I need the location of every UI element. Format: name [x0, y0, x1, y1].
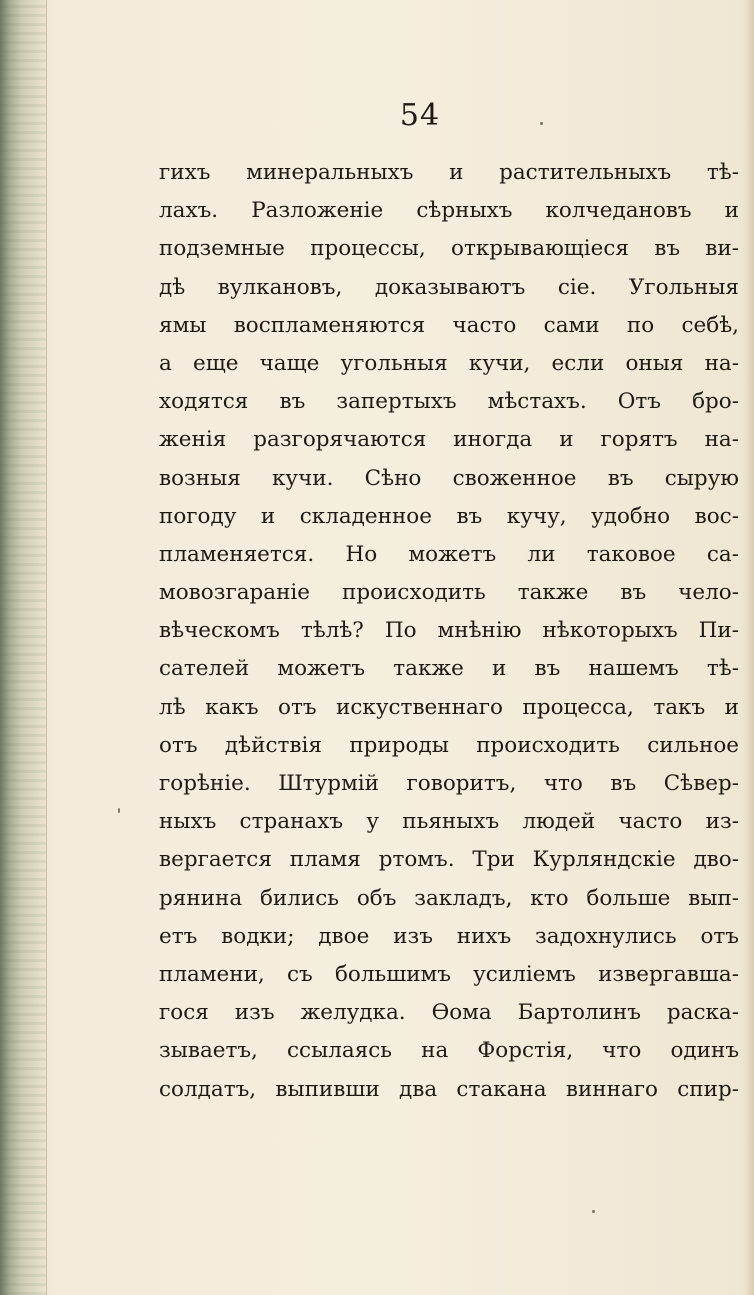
text-line: подземные процессы, открывающіеся въ ви- — [159, 236, 739, 262]
body-text — [159, 154, 739, 1109]
book-spine-edge — [0, 0, 47, 1295]
paper-speck — [540, 122, 543, 125]
text-line: женія разгорячаются иногда и горятъ на- — [159, 427, 739, 453]
page-right-edge — [746, 0, 754, 1295]
paper-speck — [118, 808, 120, 813]
text-line: пламеняется. Но можетъ ли таковое са- — [159, 541, 739, 567]
text-line: лѣ какъ отъ искуственнаго процесса, такъ и — [159, 694, 739, 720]
text-line: вергается пламя ртомъ. Три Курляндскіе дво- — [159, 847, 739, 873]
text-line: погоду и складенное въ кучу, удобно вос- — [159, 503, 739, 529]
paper-speck — [592, 1210, 595, 1213]
text-line: лахъ. Разложеніе сѣрныхъ колчедановъ и — [159, 198, 739, 224]
text-line: ямы воспламеняются часто сами по себѣ, — [159, 312, 739, 338]
text-line: отъ дѣйствія природы происходить сильное — [159, 732, 739, 758]
text-line: ныхъ странахъ у пьяныхъ людей часто из- — [159, 809, 739, 835]
text-line: етъ водки; двое изъ нихъ задохнулись отъ — [159, 923, 739, 949]
text-line: рянина бились объ закладъ, кто больше вып- — [159, 885, 739, 911]
text-line: ходятся въ запертыхъ мѣстахъ. Отъ бро- — [159, 389, 739, 415]
page-number: 54 — [399, 98, 441, 133]
text-line: гося изъ желудка. Ѳома Бартолинъ раска- — [159, 1000, 739, 1026]
text-line: гихъ минеральныхъ и растительныхъ тѣ- — [159, 160, 739, 185]
text-line: солдатъ, выпивши два стакана виннаго спир- — [159, 1076, 739, 1102]
text-line: зываетъ, ссылаясь на Форстія, что одинъ — [159, 1038, 739, 1064]
text-line: а еще чаще угольныя кучи, если оныя на- — [159, 350, 739, 376]
text-line: мовозгараніе происходить также въ чело- — [159, 580, 739, 606]
text-line: горѣніе. Штурмій говоритъ, что въ Сѣвер- — [159, 771, 739, 796]
text-line: дѣ вулкановъ, доказываютъ сіе. Угольныя — [159, 274, 739, 300]
text-line: возныя кучи. Сѣно своженное въ сырую — [159, 465, 739, 491]
text-line: сателей можетъ также и въ нашемъ тѣ- — [159, 656, 739, 682]
text-line: вѣческомъ тѣлѣ? По мнѣнію нѣкоторыхъ Пи- — [159, 618, 739, 644]
text-line: пламени, съ большимъ усиліемъ извергавша- — [159, 961, 739, 987]
